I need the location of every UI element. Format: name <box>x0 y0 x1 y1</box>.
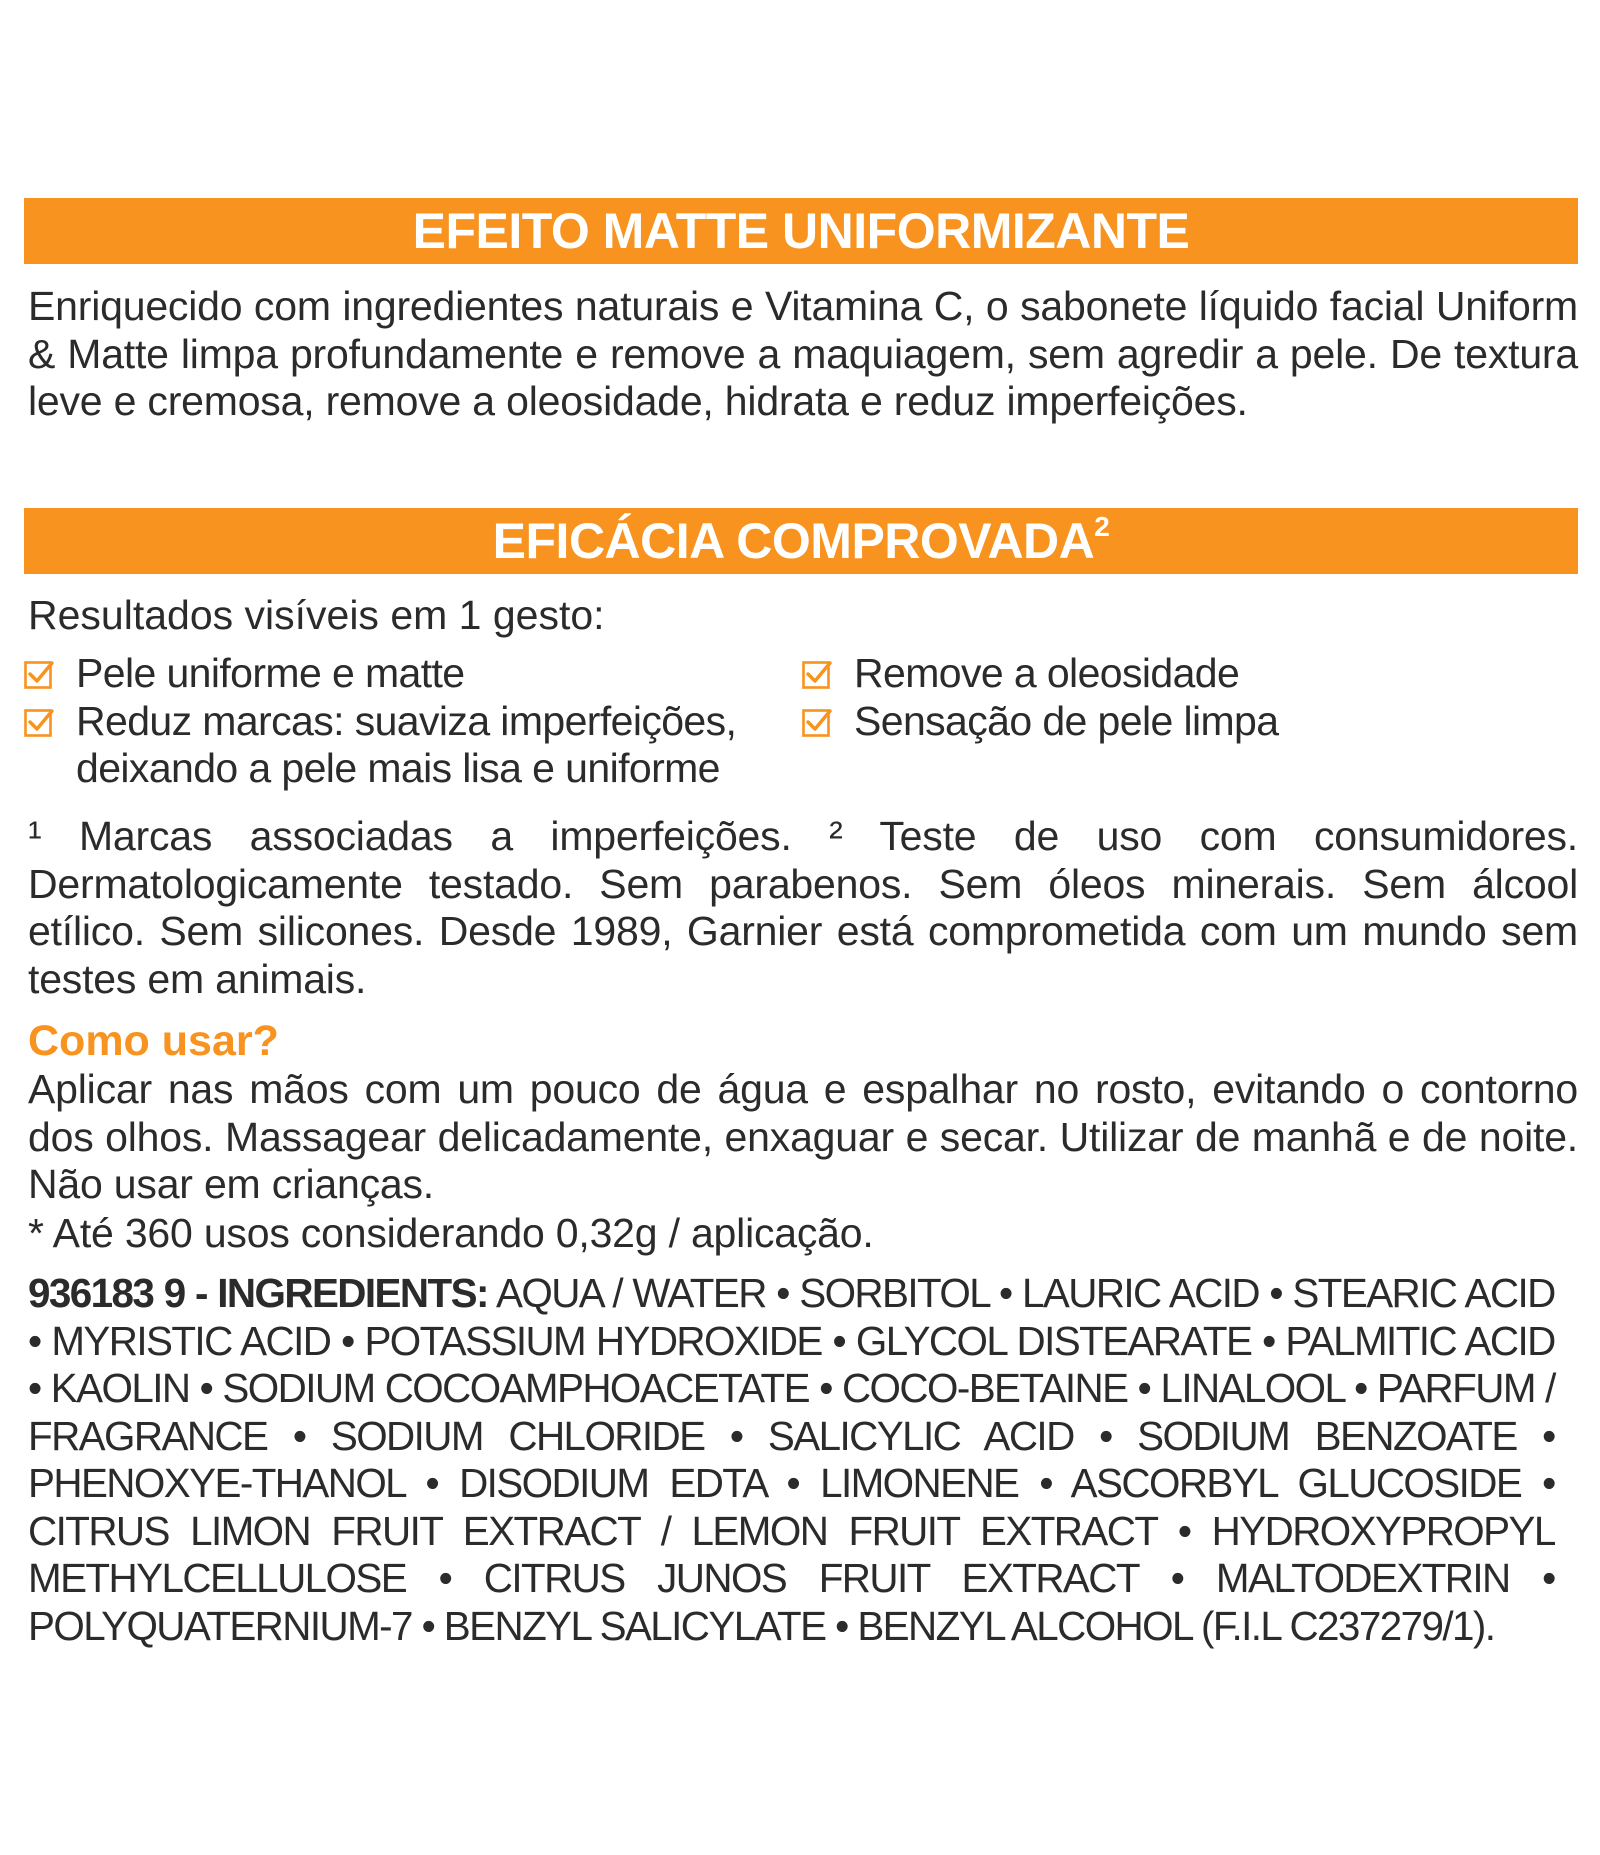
benefit-item <box>802 698 1562 746</box>
benefit-item <box>24 650 784 698</box>
benefit-text: Reduz marcas: suaviza imperfeições, deixando a pele mais lisa e uniforme <box>76 697 737 791</box>
benefit-text: Pele uniforme e matte <box>76 650 465 696</box>
efficacy-title-footnote: 2 <box>1094 511 1110 542</box>
checkbox-checked-icon <box>802 659 832 689</box>
efficacy-lead: Resultados visíveis em 1 gesto: <box>28 592 605 638</box>
banner-title: EFEITO MATTE UNIFORMIZANTE <box>412 203 1190 259</box>
checkbox-checked-icon <box>24 707 54 737</box>
benefit-text: Remove a oleosidade <box>854 650 1240 696</box>
ingredients-label: 936183 9 - INGREDIENTS: <box>28 1270 488 1316</box>
efficacy-title: EFICÁCIA COMPROVADA <box>492 513 1095 569</box>
section-banner-efficacy <box>24 508 1578 574</box>
usage-instructions: Aplicar nas mãos com um pouco de água e espalhar no rosto, evitando o contorno dos olhos. Massagear delicadamente, enxaguar e secar. Utilizar de manhã e de noite. Não usar em crianças. <box>28 1066 1578 1207</box>
footnotes: ¹ Marcas associadas a imperfeições. ² Teste de uso com consumidores. Dermatologicamente testado. Sem parabenos. Sem óleos minerais. Sem álcool etílico. Sem silicones. Desde 1989, Garnier está comprometida com um mundo sem testes em animais. <box>28 813 1578 1002</box>
benefits-list-right <box>802 650 1562 745</box>
checkbox-checked-icon <box>24 659 54 689</box>
product-description: Enriquecido com ingredientes naturais e Vitamina C, o sabonete líquido facial Uniform & Matte limpa profundamente e remove a maquiagem, sem agredir a pele. De textura leve e cremosa, remove a oleosidade, hidrata e reduz imperfeições. <box>28 283 1578 424</box>
benefit-text: Sensação de pele limpa <box>854 697 1279 744</box>
benefit-item <box>24 698 784 793</box>
ingredients-text: AQUA / WATER • SORBITOL • LAURIC ACID • STEARIC ACID • MYRISTIC ACID • POTASSIUM HYDROXIDE • GLYCOL DISTEARATE • PALMITIC ACID • KAOLIN • SODIUM COCOAMPHOACETATE • COCO-BETAINE • LINALOOL • PARFUM / FRAGRANCE • SODIUM CHLORIDE • SALICYLIC ACID • SODIUM BENZOATE • PHENOXYE-THANOL • DISODIUM EDTA • LIMONENE • ASCORBYL GLUCOSIDE • CITRUS LIMON FRUIT EXTRACT / LEMON FRUIT EXTRACT • HYDROXYPROPYL METHYLCELLULOSE • CITRUS JUNOS FRUIT EXTRACT • MALTODEXTRIN • POLYQUATERNIUM-7 • BENZYL SALICYLATE • BENZYL ALCOHOL (F.I.L C237279/1). <box>28 1270 1555 1649</box>
ingredients-list <box>28 1270 1555 1650</box>
section-banner-matte <box>24 198 1578 264</box>
checkbox-checked-icon <box>802 707 832 737</box>
benefit-item <box>802 650 1562 698</box>
usage-title: Como usar? <box>28 1017 279 1065</box>
usage-note: * Até 360 usos considerando 0,32g / aplicação. <box>28 1210 874 1256</box>
benefits-list-left <box>24 650 784 793</box>
